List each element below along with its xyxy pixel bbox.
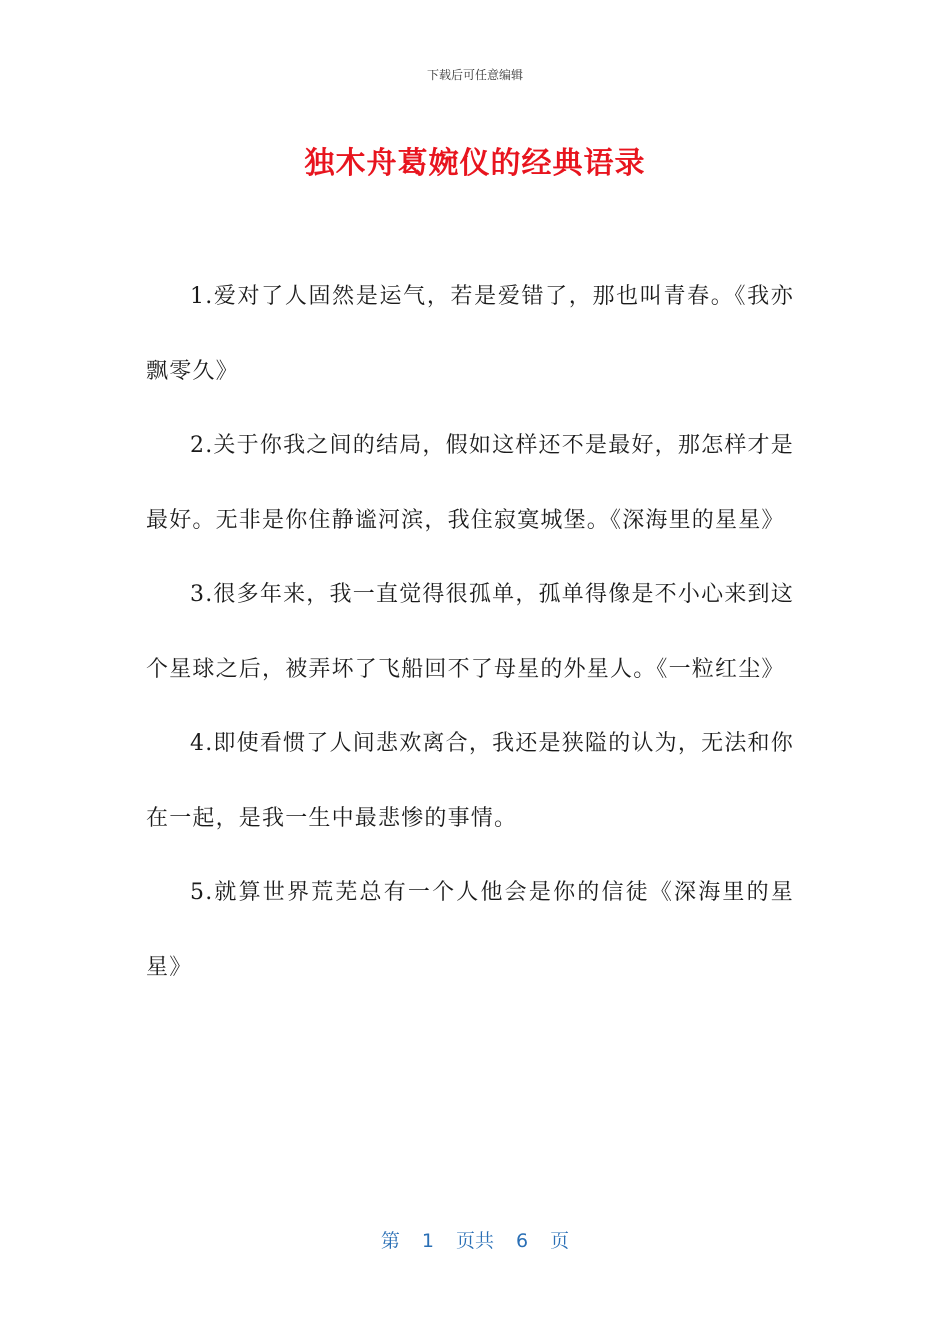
footer-suffix: 页 — [550, 1230, 570, 1252]
quote-item-3: 3.很多年来，我一直觉得很孤单，孤单得像是不小心来到这个星球之后，被弄坏了飞船回不了母星的外星人。《一粒红尘》 — [146, 582, 794, 682]
footer-middle: 页共 — [455, 1230, 494, 1252]
current-page-number: 1 — [421, 1230, 434, 1252]
quote-item-2: 2.关于你我之间的结局，假如这样还不是最好，那怎样才是最好。无非是你住静谧河滨，我住寂寞城堡。《深海里的星星》 — [146, 433, 794, 533]
page-footer — [0, 1226, 950, 1253]
quote-list — [146, 260, 794, 1005]
total-pages-number: 6 — [516, 1230, 529, 1252]
document-title: 独木舟葛婉仪的经典语录 — [304, 146, 646, 181]
quote-item-1: 1.爱对了人固然是运气，若是爱错了，那也叫青春。《我亦飘零久》 — [146, 284, 794, 384]
quote-item-4: 4.即使看惯了人间悲欢离合，我还是狭隘的认为，无法和你在一起，是我一生中最悲惨的事情。 — [146, 731, 794, 831]
quote-item-5: 5.就算世界荒芜总有一个人他会是你的信徒《深海里的星星》 — [146, 880, 794, 980]
header-note: 下载后可任意编辑 — [426, 68, 523, 82]
footer-prefix: 第 — [380, 1230, 400, 1252]
